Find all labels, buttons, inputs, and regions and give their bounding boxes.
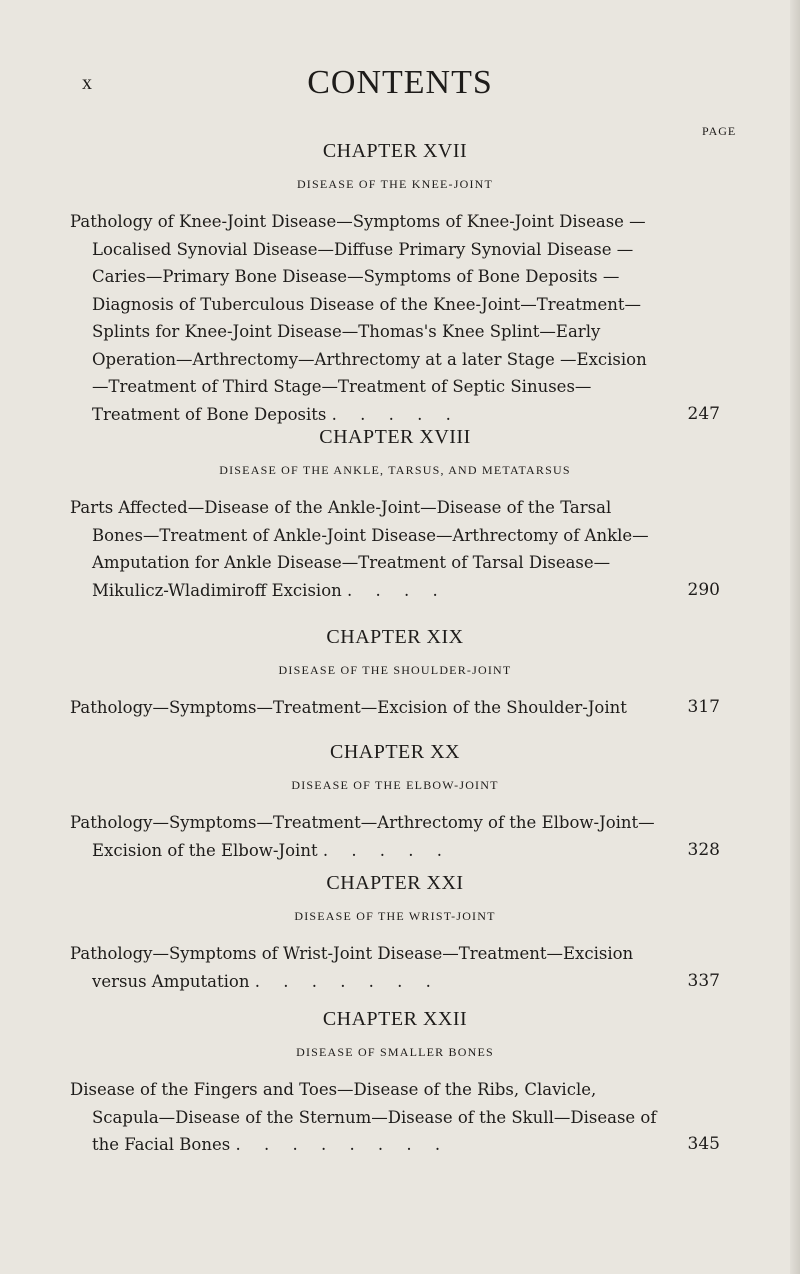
chapter-xxii [70, 1008, 720, 1159]
toc-entry [70, 940, 720, 995]
chapter-subtitle: DISEASE OF THE ANKLE, TARSUS, AND METATARSUS [219, 463, 571, 477]
toc-entry [70, 208, 720, 428]
chapter-xx [70, 741, 720, 864]
page-title: CONTENTS [307, 64, 493, 101]
dot-leader: . . . . . . . . [235, 1135, 450, 1154]
chapter-xxi [70, 872, 720, 995]
toc-entry [70, 494, 720, 604]
running-head [0, 64, 800, 104]
entry-text: Parts Affected—Disease of the Ankle-Joint—Disease of the Tarsal Bones—Treatment of Ankle-Joint Disease—Arthrectomy of Ankle—Amputation for Ankle Disease—Treatment of Tarsal Disease—Mikulicz-Wladimiroff Excision [70, 498, 649, 600]
entry-text: Disease of the Fingers and Toes—Disease of the Ribs, Clavicle, Scapula—Disease of the Sternum—Disease of the Skull—Disease of the Facial Bones [70, 1080, 657, 1154]
page-folio: x [82, 72, 92, 94]
page-number: 337 [687, 970, 720, 991]
chapter-xviii [70, 426, 720, 604]
page-number: 345 [687, 1134, 720, 1154]
page-number: 247 [687, 403, 720, 424]
toc-entry [70, 1076, 720, 1159]
chapter-subtitle: DISEASE OF THE SHOULDER-JOINT [278, 663, 512, 677]
page-number: 328 [687, 839, 720, 860]
dot-leader: . . . . . [322, 840, 452, 860]
entry-text: Pathology—Symptoms of Wrist-Joint Disease—Treatment—Excision versus Amputation [70, 944, 634, 991]
chapter-xix [70, 626, 720, 722]
entry-text: Pathology—Symptoms—Treatment—Arthrectomy of the Elbow-Joint—Excision of the Elbow-Joint [70, 813, 655, 860]
page-number: 290 [687, 579, 720, 600]
chapter-title: CHAPTER XX [329, 741, 460, 763]
entry-text: Pathology of Knee-Joint Disease—Symptoms of Knee-Joint Disease —Localised Synovial Disease—Diffuse Primary Synovial Disease —Caries—Primary Bone Disease—Symptoms of Bone Deposits —Diagnosis of Tuberculous Disease of the Knee-Joint—Treatment—Splints for Knee-Joint Disease—Thomas's Knee Splint—Early Operation—Arthrectomy—Arthrectomy at a later Stage —Excision—Treatment of Third Stage—Treatment of Septic Sinuses—Treatment of Bone Deposits [70, 212, 647, 424]
page-number: 317 [687, 697, 720, 717]
page-column-label: PAGE [702, 124, 737, 138]
chapter-title: CHAPTER XXII [322, 1008, 468, 1030]
dot-leader: . . . . [347, 580, 447, 600]
chapter-subtitle: DISEASE OF THE WRIST-JOINT [294, 909, 496, 923]
entry-text: Pathology—Symptoms—Treatment—Excision of the Shoulder-Joint [70, 698, 627, 717]
chapter-xvii [70, 140, 720, 428]
dot-leader: . . . . . . . [254, 971, 440, 991]
chapter-subtitle: DISEASE OF THE KNEE-JOINT [296, 177, 494, 191]
chapter-subtitle: DISEASE OF SMALLER BONES [296, 1045, 494, 1059]
chapter-subtitle: DISEASE OF THE ELBOW-JOINT [291, 778, 499, 792]
toc-entry [70, 694, 720, 722]
page-edge [790, 0, 800, 1274]
toc-entry [70, 809, 720, 864]
chapter-title: CHAPTER XXI [326, 872, 464, 894]
chapter-title: CHAPTER XIX [326, 626, 464, 648]
chapter-title: CHAPTER XVII [322, 140, 468, 162]
chapter-title: CHAPTER XVIII [319, 426, 471, 448]
dot-leader: . . . . . [331, 404, 460, 424]
